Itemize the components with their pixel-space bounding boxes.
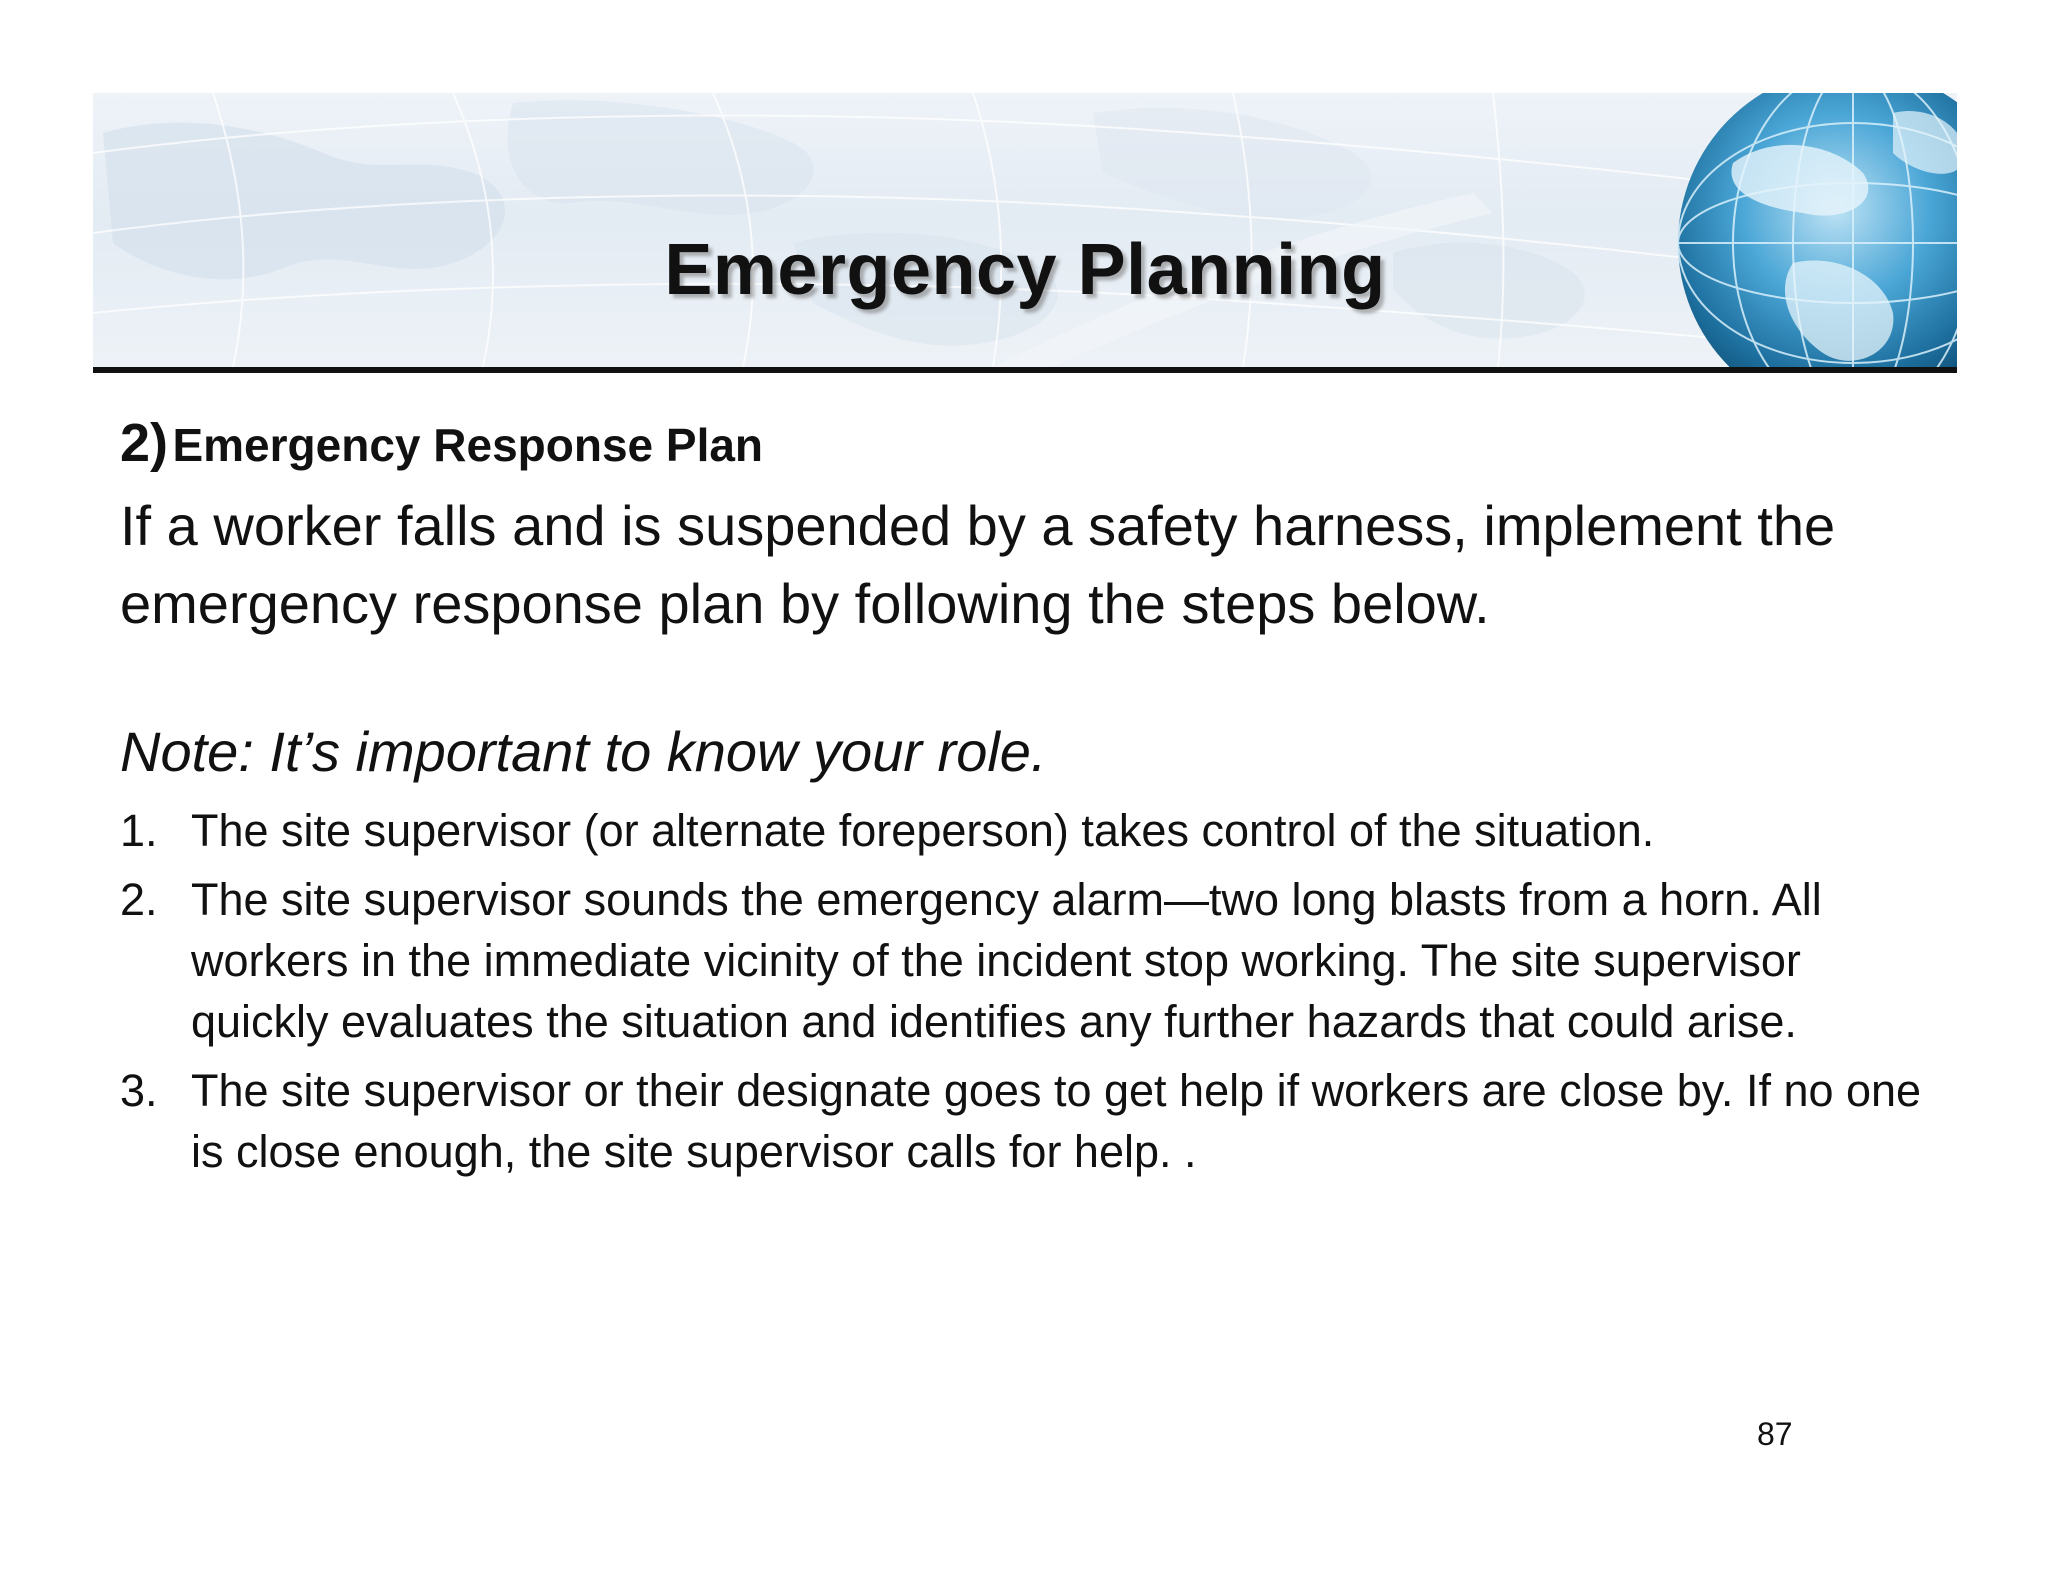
list-item xyxy=(120,800,1940,861)
list-item xyxy=(120,1060,1940,1182)
step-text: The site supervisor or their designate goes to get help if workers are close by. If no one is close enough, the site supervisor calls for help. . xyxy=(191,1065,1922,1177)
step-number: 2. xyxy=(120,874,158,925)
intro-paragraph: If a worker falls and is suspended by a safety harness, implement the emergency response plan by following the steps below. xyxy=(120,494,1836,635)
list-item xyxy=(120,869,1940,1052)
section-heading xyxy=(120,412,763,474)
title-divider xyxy=(93,367,1957,373)
page-number: 87 xyxy=(1757,1416,1793,1452)
step-text: The site supervisor (or alternate foreperson) takes control of the situation. xyxy=(191,805,1655,856)
slide-title: Emergency Planning xyxy=(664,230,1386,310)
step-number: 3. xyxy=(120,1065,158,1116)
steps-list xyxy=(120,800,1940,1190)
step-text: The site supervisor sounds the emergency alarm—two long blasts from a horn. All workers in the immediate vicinity of the incident stop working. The site supervisor quickly evaluates the situation and identifies any further hazards that could arise. xyxy=(191,874,1822,1047)
section-number: 2) xyxy=(120,413,169,473)
section-title: Emergency Response Plan xyxy=(172,419,764,471)
step-number: 1. xyxy=(120,805,158,856)
role-note: Note: It’s important to know your role. xyxy=(120,720,1047,783)
